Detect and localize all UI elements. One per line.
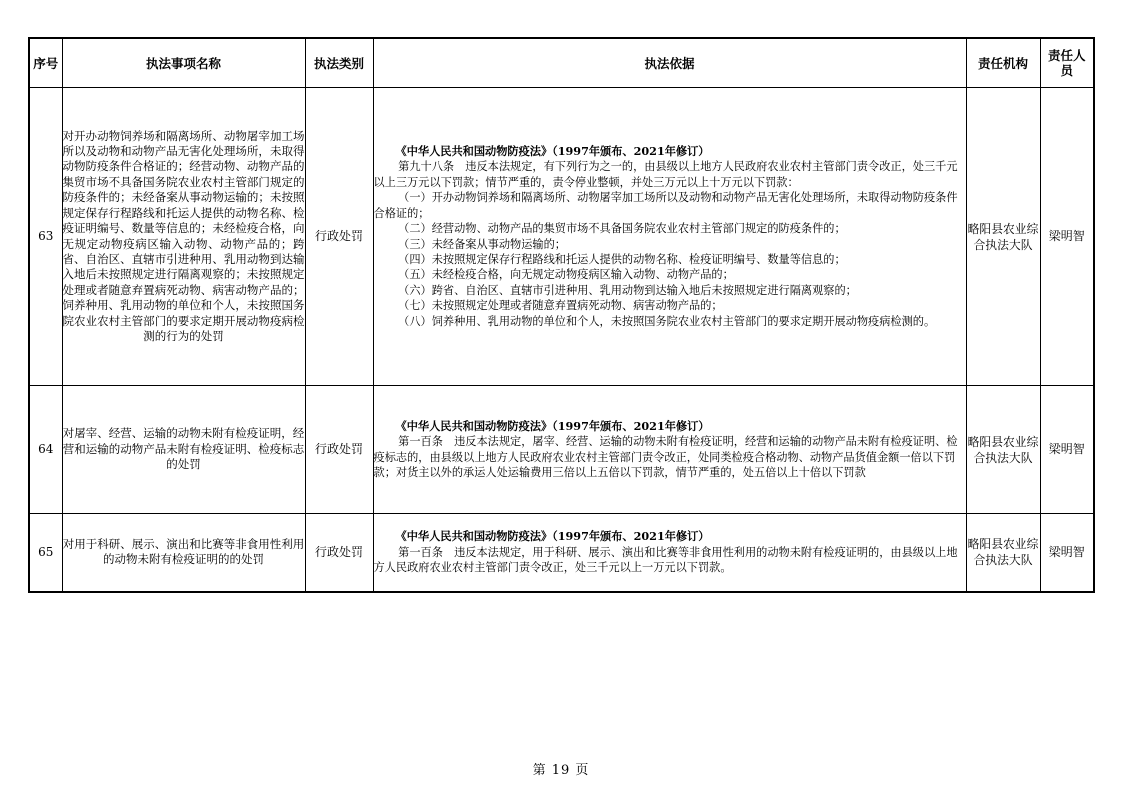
page-number: 第 19 页 [532, 763, 590, 778]
responsible-person: 梁明智 [1040, 88, 1094, 386]
law-title: 《中华人民共和国动物防疫法》（1997年颁布、2021年修订） [395, 529, 710, 544]
header-no: 序号 [29, 38, 62, 88]
list-item: （七）未按照规定处理或者随意弃置病死动物、病害动物产品的； [398, 299, 723, 313]
law-title: 《中华人民共和国动物防疫法》（1997年颁布、2021年修订） [395, 418, 710, 433]
table-row [29, 88, 1094, 386]
header-basis: 执法依据 [373, 38, 966, 88]
header-type: 执法类别 [305, 38, 373, 88]
legal-basis [373, 88, 966, 386]
article-text: 第一百条 违反本法规定，屠宰、经营、运输的动物未附有检疫证明，经营和运输的动物产品未附有检疫证明、检疫标志的，由县级以上地方人民政府农业农村主管部门责令改正，处同类检疫合格动物、动物产品货值金额一倍以下罚款；对货主以外的承运人处运输费用三倍以上五倍以下罚款，情节严重的，处五倍以上十倍以下罚款 [373, 435, 958, 479]
legal-basis [373, 514, 966, 592]
list-item: （六）跨省、自治区、直辖市引进种用、乳用动物到达输入地后未按照规定进行隔离观察的； [398, 283, 857, 297]
item-name: 对用于科研、展示、演出和比赛等非食用性利用的动物未附有检疫证明的的处罚 [62, 514, 305, 592]
row-number: 63 [29, 88, 62, 386]
article-text: 第九十八条 违反本法规定，有下列行为之一的，由县级以上地方人民政府农业农村主管部门责令改正，处三千元以上三万元以下罚款；情节严重的，责令停业整顿，并处三万元以上十万元以下罚款： [373, 160, 958, 189]
header-org: 责任机构 [966, 38, 1040, 88]
responsible-org: 略阳县农业综合执法大队 [966, 386, 1040, 514]
item-name: 对屠宰、经营、运输的动物未附有检疫证明，经营和运输的动物产品未附有检疫证明、检疫标志的处罚 [62, 386, 305, 514]
responsible-org: 略阳县农业综合执法大队 [966, 514, 1040, 592]
enforcement-type: 行政处罚 [305, 386, 373, 514]
enforcement-type: 行政处罚 [305, 514, 373, 592]
table-row [29, 514, 1094, 592]
list-item: （三）未经备案从事动物运输的； [398, 237, 566, 251]
list-item: （二）经营动物、动物产品的集贸市场不具备国务院农业农村主管部门规定的防疫条件的； [398, 222, 846, 236]
list-item: （一）开办动物饲养场和隔离场所、动物屠宰加工场所以及动物和动物产品无害化处理场所，未取得动物防疫条件合格证的； [373, 191, 958, 220]
article-text: 第一百条 违反本法规定，用于科研、展示、演出和比赛等非食用性利用的动物未附有检疫证明的，由县级以上地方人民政府农业农村主管部门责令改正，处三千元以上一万元以下罚款。 [373, 545, 958, 574]
header-person: 责任人员 [1040, 38, 1094, 88]
list-item: （四）未按照规定保存行程路线和托运人提供的动物名称、检疫证明编号、数量等信息的； [398, 252, 846, 266]
enforcement-type: 行政处罚 [305, 88, 373, 386]
list-item: （八）饲养种用、乳用动物的单位和个人，未按照国务院农业农村主管部门的要求定期开展动物疫病检测的。 [398, 314, 936, 328]
enforcement-table [28, 37, 1095, 593]
table-row [29, 386, 1094, 514]
list-item: （五）未经检疫合格，向无规定动物疫病区输入动物、动物产品的； [398, 268, 734, 282]
row-number: 64 [29, 386, 62, 514]
header-row [29, 38, 1094, 88]
responsible-org: 略阳县农业综合执法大队 [966, 88, 1040, 386]
legal-basis [373, 386, 966, 514]
responsible-person: 梁明智 [1040, 386, 1094, 514]
responsible-person: 梁明智 [1040, 514, 1094, 592]
item-name: 对开办动物饲养场和隔离场所、动物屠宰加工场所以及动物和动物产品无害化处理场所，未取得动物防疫条件合格证的；经营动物、动物产品的集贸市场不具备国务院农业农村主管部门规定的防疫条件的；未经备案从事动物运输的；未按照规定保存行程路线和托运人提供的动物名称、检疫证明编号、数量等信息的；未经检疫合格，向无规定动物疫病区输入动物、动物产品的；跨省、自治区、直辖市引进种用、乳用动物到达输入地后未按照规定进行隔离观察的；未按照规定处理或者随意弃置病死动物、病害动物产品的；饲养种用、乳用动物的单位和个人，未按照国务院农业农村主管部门的要求定期开展动物疫病检测的行为的处罚 [62, 88, 305, 386]
law-title: 《中华人民共和国动物防疫法》（1997年颁布、2021年修订） [395, 144, 710, 159]
row-number: 65 [29, 514, 62, 592]
header-name: 执法事项名称 [62, 38, 305, 88]
